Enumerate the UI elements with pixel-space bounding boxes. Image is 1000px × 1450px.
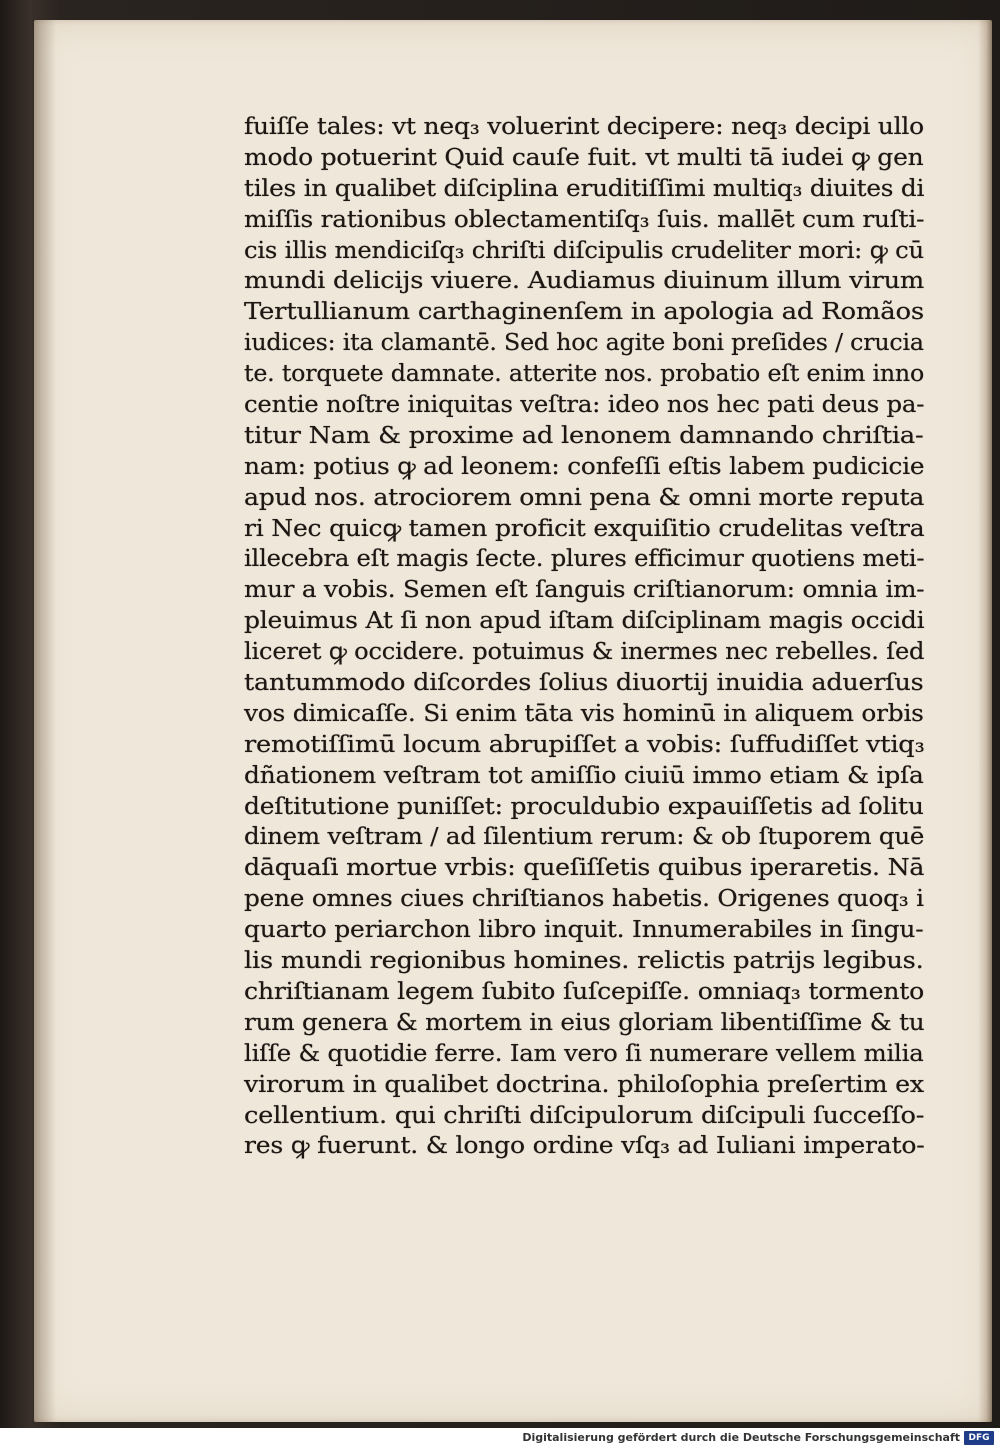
text-line: dñationem veſtram tot amiſſio ciuiū immo etiam & ipſa xyxy=(244,762,924,789)
text-line: cis illis mendiciſq₃ chriſti diſcipulis crudeliter mori: ꝙ cū xyxy=(244,237,924,264)
text-line: vos dimicaſſe. Si enim tāta vis hominū in aliquem orbis xyxy=(244,700,924,727)
text-line: quarto periarchon libro inquit. Innumerabiles in ſingu- xyxy=(244,917,924,944)
book-page xyxy=(34,20,992,1422)
text-line: mur a vobis. Semen eſt ſanguis criſtianorum: omnia im- xyxy=(244,577,925,604)
page-edge xyxy=(978,20,992,1422)
text-line: te. torquete damnate. atterite nos. probatio eſt enim inno xyxy=(244,361,925,388)
text-line: liceret ꝙ occidere. potuimus & inermes nec rebelles. ſed xyxy=(244,639,925,666)
text-line: fuiſſe tales: vt neq₃ voluerint decipere: neq₃ decipi ullo xyxy=(244,114,924,140)
text-line: liſſe & quotidie ferre. Iam vero ſi numerare vellem milia xyxy=(244,1040,924,1067)
footer-bar xyxy=(0,1428,1000,1450)
text-line: ri Nec quicꝙ tamen proficit exquiſitio crudelitas veſtra xyxy=(244,515,925,542)
text-line: pene omnes ciues chriſtianos habetis. Origenes quoq₃ i xyxy=(244,886,924,913)
text-line: miſſis rationibus oblectamentiſq₃ ſuis. mallēt cum ruſti- xyxy=(244,206,925,233)
text-line: dinem veſtram / ad ſilentium rerum: & ob ſtuporem quē xyxy=(244,824,925,851)
text-line: deſtitutione puniſſet: proculdubio expauiſſetis ad ſolitu xyxy=(244,793,924,820)
text-line: virorum in qualibet doctrina. philoſophia preſertim ex xyxy=(244,1071,924,1098)
text-line: cellentium. qui chriſti diſcipulorum diſcipuli ſucceſſo- xyxy=(244,1102,925,1129)
text-line: pleuimus At ſi non apud iſtam diſciplinam magis occidi xyxy=(244,608,925,635)
text-line: chriſtianam legem ſubito ſuſcepiſſe. omniaq₃ tormento xyxy=(244,978,925,1005)
text-line: Tertullianum carthaginenſem in apologia ad Romãos xyxy=(244,299,925,326)
text-line: res ꝙ fuerunt. & longo ordine vſq₃ ad Iuliani imperato- xyxy=(244,1133,925,1160)
text-block xyxy=(244,112,924,1162)
text-line: modo potuerint Quid cauſe fuit. vt multi tā iudei ꝙ gen xyxy=(244,144,924,171)
text-line: tantummodo diſcordes ſolius diuortij inuidia aduerſus xyxy=(244,670,924,697)
spine-shadow xyxy=(34,20,56,1422)
text-line: apud nos. atrociorem omni pena & omni morte reputa xyxy=(244,484,925,511)
text-line: iudices: ita clamantē. Sed hoc agite boni preſides / crucia xyxy=(244,330,924,357)
text-line: tiles in qualibet diſciplina eruditiſſimi multiq₃ diuites di xyxy=(244,175,925,202)
dfg-logo-icon: DFG xyxy=(964,1431,994,1445)
text-line: illecebra eſt magis ſecte. plures efficimur quotiens meti- xyxy=(244,546,925,573)
text-line: rum genera & mortem in eius gloriam libentiſſime & tu xyxy=(244,1009,925,1036)
text-line: dāquaſi mortue vrbis: queſiſſetis quibus iperaretis. Nā xyxy=(244,855,925,882)
text-line: lis mundi regionibus homines. relictis patrijs legibus. xyxy=(244,948,924,975)
funding-credit: Digitalisierung gefördert durch die Deutsche Forschungsgemeinschaft xyxy=(522,1431,960,1444)
text-line: titur Nam & proxime ad lenonem damnando chriſtia- xyxy=(244,422,924,449)
text-line: mundi delicijs viuere. Audiamus diuinum illum virum xyxy=(244,268,925,295)
text-line: centie noſtre iniquitas veſtra: ideo nos hec pati deus pa- xyxy=(244,392,925,419)
text-line: remotiſſimū locum abrupiſſet a vobis: ſuffudiſſet vtiq₃ xyxy=(244,731,925,758)
text-line: nam: potius ꝙ ad leonem: confeſſi eſtis labem pudicicie xyxy=(244,453,925,480)
